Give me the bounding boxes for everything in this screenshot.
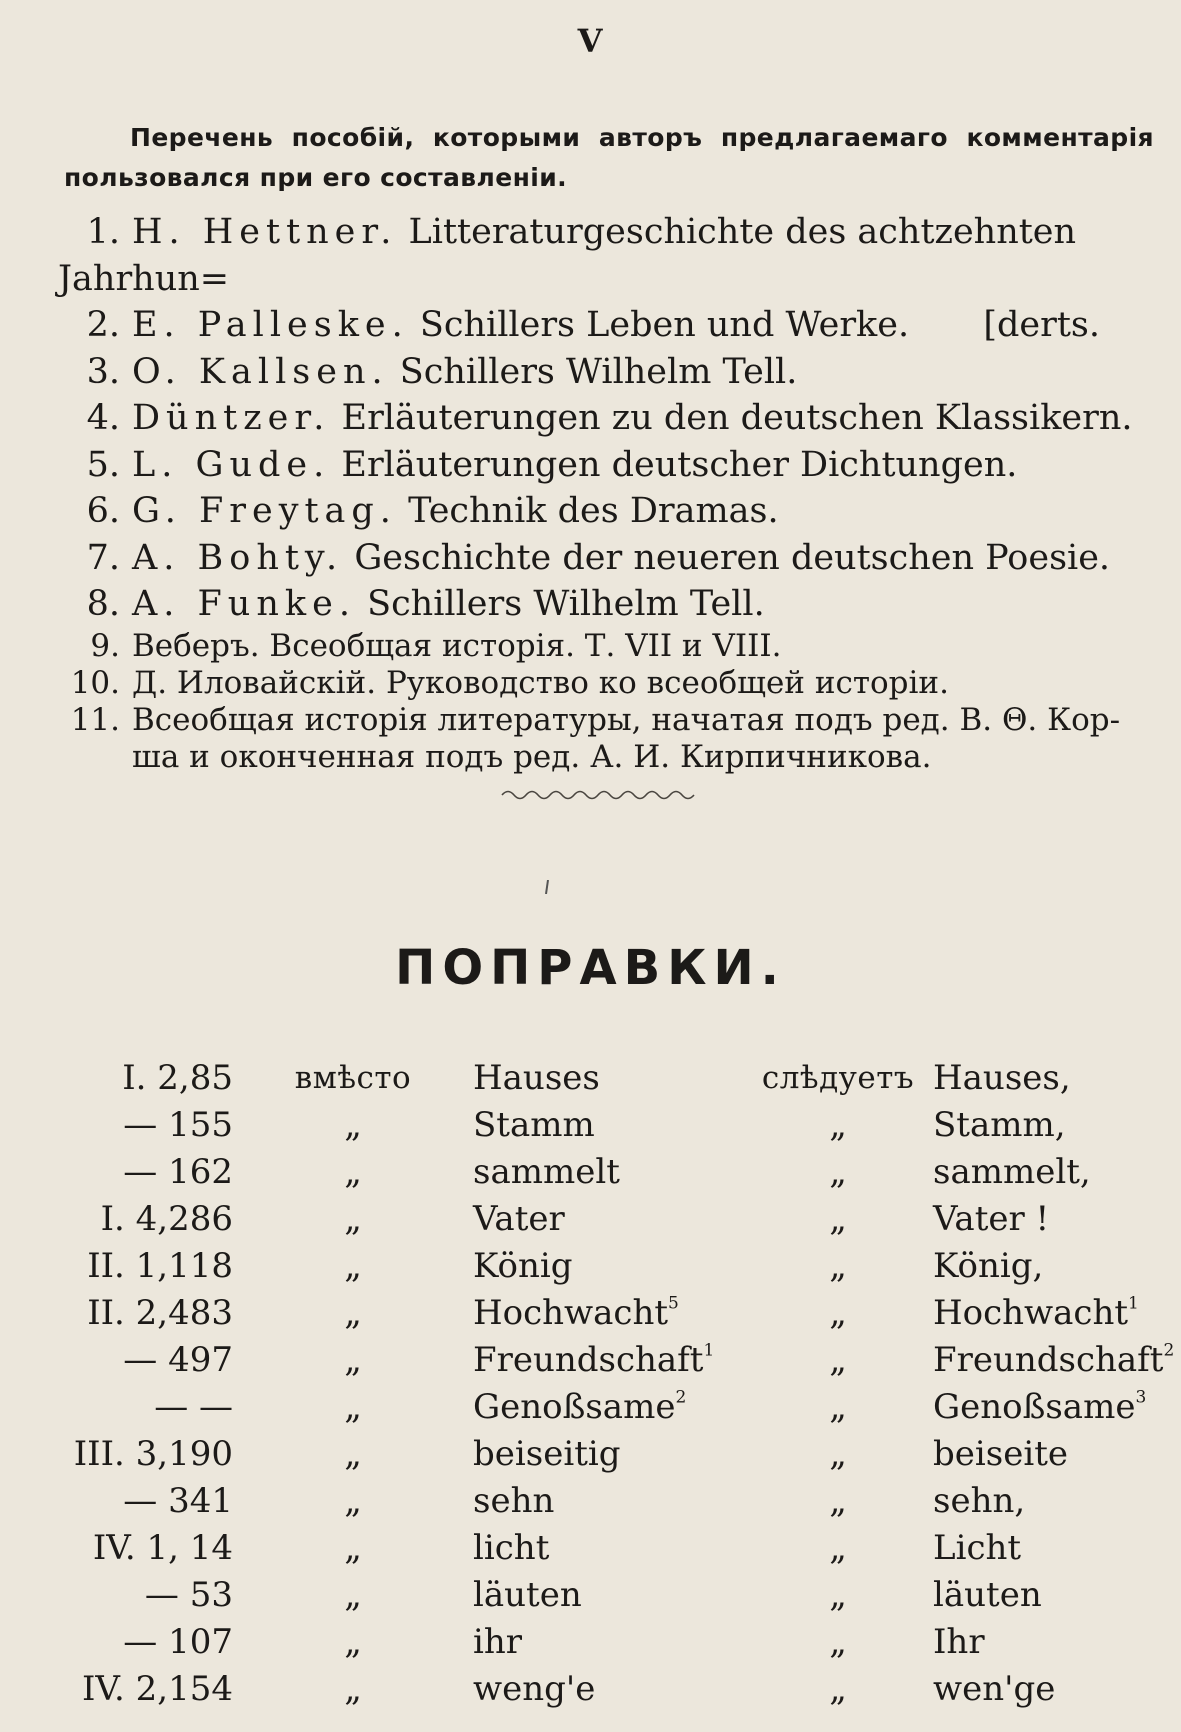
location-cell-text: I. 4,286	[100, 1198, 233, 1239]
ditto-mark	[743, 1430, 933, 1477]
source-number: 7.	[86, 537, 120, 578]
table-row	[55, 1242, 1174, 1289]
wrong-reading-text: sehn	[473, 1480, 555, 1521]
location-cell-text: IV. 2,154	[82, 1668, 233, 1709]
ditto-mark-text: „	[344, 1198, 362, 1239]
source-title: исторія литературы, начатая подъ ред. В. Θ. Кор-	[304, 701, 1121, 738]
correct-reading-text: Ihr	[933, 1621, 985, 1662]
ditto-mark-text: „	[344, 1386, 362, 1427]
source-author: O. Kallsen.	[132, 351, 389, 392]
source-item	[58, 302, 1158, 349]
correct-reading-text: wen'ge	[933, 1668, 1056, 1709]
table-row	[55, 1430, 1174, 1477]
source-number: 5.	[86, 444, 120, 485]
ditto-mark-text: „	[829, 1339, 847, 1380]
ditto-mark	[233, 1101, 473, 1148]
correct-reading	[933, 1571, 1174, 1618]
correct-reading	[933, 1101, 1174, 1148]
ditto-mark	[233, 1195, 473, 1242]
ditto-mark	[743, 1524, 933, 1571]
location-cell-text: II. 1,118	[87, 1245, 233, 1286]
source-title: Schillers Wilhelm Tell.	[367, 584, 765, 624]
wrong-reading	[473, 1383, 743, 1430]
source-item	[58, 581, 1158, 628]
ditto-mark	[743, 1383, 933, 1430]
source-item	[58, 349, 1158, 396]
wrong-reading	[473, 1336, 743, 1383]
wrong-reading: Hauses	[473, 1057, 600, 1098]
source-author: Д. Иловайскій.	[132, 664, 377, 701]
source-title: Technik des Dramas.	[408, 491, 779, 531]
wrong-reading	[473, 1477, 743, 1524]
ditto-mark-text: „	[829, 1292, 847, 1333]
correct-reading-text: Hochwacht	[933, 1292, 1129, 1333]
location-cell-text: — 162	[123, 1151, 233, 1192]
location-cell	[55, 1195, 233, 1242]
correct-reading-text: beiseite	[933, 1433, 1068, 1474]
table-row	[55, 1665, 1174, 1712]
table-row	[55, 1148, 1174, 1195]
location-cell-text: — 155	[123, 1104, 233, 1145]
ditto-mark	[233, 1618, 473, 1665]
ditto-mark	[233, 1336, 473, 1383]
source-number: 3.	[86, 351, 120, 392]
ditto-mark-text: „	[829, 1104, 847, 1145]
source-continuation: ша и оконченная подъ ред. А. И. Кирпичникова.	[132, 738, 932, 775]
wrong-reading-text: Hochwacht	[473, 1292, 669, 1333]
location-cell	[55, 1430, 233, 1477]
source-title: Всеобщая исторія. Т. VII и VIII.	[269, 627, 782, 664]
ditto-mark-text: „	[829, 1480, 847, 1521]
location-cell-text: II. 2,483	[87, 1292, 233, 1333]
wrong-reading-text: weng'e	[473, 1668, 596, 1709]
ditto-mark	[743, 1195, 933, 1242]
ink-mark	[545, 880, 549, 894]
correct-reading	[933, 1477, 1174, 1524]
location-cell-text: — 107	[123, 1621, 233, 1662]
wrong-reading-text: König	[473, 1245, 573, 1286]
location-cell	[55, 1383, 233, 1430]
instead-label: вмѣсто	[294, 1059, 412, 1096]
correct-reading-text: König,	[933, 1245, 1044, 1286]
location-cell	[55, 1524, 233, 1571]
table-row	[55, 1195, 1174, 1242]
location-cell-text: — 497	[123, 1339, 233, 1380]
source-author: H. Hettner.	[132, 212, 398, 252]
source-number: 1.	[86, 212, 120, 252]
source-number: 10.	[70, 664, 120, 701]
ditto-mark-text: „	[829, 1668, 847, 1709]
correct-reading	[933, 1289, 1174, 1336]
ditto-mark	[743, 1571, 933, 1618]
ditto-mark	[743, 1336, 933, 1383]
correct-reading	[933, 1148, 1174, 1195]
wrong-reading-text: läuten	[473, 1574, 582, 1615]
ditto-mark-text: „	[344, 1433, 362, 1474]
location-cell	[55, 1148, 233, 1195]
ditto-mark	[743, 1618, 933, 1665]
source-number: 11.	[70, 701, 120, 738]
ditto-mark	[233, 1242, 473, 1289]
correct-reading	[933, 1383, 1174, 1430]
ditto-mark-text: „	[344, 1574, 362, 1615]
ditto-mark-text: „	[829, 1433, 847, 1474]
source-number: 6.	[86, 491, 120, 531]
ditto-mark	[233, 1148, 473, 1195]
correct-reading-text: sehn,	[933, 1480, 1026, 1521]
source-number: 4.	[86, 398, 120, 438]
source-item	[58, 628, 1158, 665]
correct-reading	[933, 1618, 1174, 1665]
location-cell	[55, 1665, 233, 1712]
source-author: Düntzer.	[132, 398, 331, 438]
source-author: G. Freytag.	[132, 491, 397, 531]
table-row	[55, 1383, 1174, 1430]
wrong-reading	[473, 1148, 743, 1195]
wrong-reading	[473, 1101, 743, 1148]
wrong-reading	[473, 1430, 743, 1477]
table-row	[55, 1477, 1174, 1524]
table-row	[55, 1054, 1174, 1101]
source-item	[58, 442, 1158, 489]
correct-reading	[933, 1524, 1174, 1571]
location-cell	[55, 1242, 233, 1289]
wrong-reading	[473, 1524, 743, 1571]
wrong-reading-text: ihr	[473, 1621, 523, 1662]
ditto-mark-text: „	[829, 1621, 847, 1662]
footnote-marker: 1	[703, 1340, 715, 1361]
correct-reading-text: sammelt,	[933, 1151, 1091, 1192]
wrong-reading	[473, 1195, 743, 1242]
source-title: Geschichte der neueren deutschen Poesie.	[354, 537, 1111, 578]
ditto-mark	[233, 1477, 473, 1524]
table-row	[55, 1101, 1174, 1148]
wrong-reading	[473, 1571, 743, 1618]
table-row	[55, 1289, 1174, 1336]
table-row	[55, 1336, 1174, 1383]
should-label: слѣдуетъ	[761, 1059, 915, 1096]
footnote-marker: 2	[1163, 1340, 1175, 1361]
location-cell-text: — 341	[123, 1480, 233, 1521]
sources-heading: Перечень пособій, которыми авторъ предлагаемаго комментарія пользовался при его составленіи.	[64, 123, 1154, 192]
ditto-mark	[233, 1571, 473, 1618]
correct-reading-text: läuten	[933, 1574, 1042, 1615]
wrong-reading	[473, 1618, 743, 1665]
ditto-mark-text: „	[344, 1668, 362, 1709]
footnote-marker: 3	[1135, 1387, 1147, 1408]
sources-list	[58, 209, 1158, 776]
location-cell	[55, 1477, 233, 1524]
wrong-reading-text: Stamm	[473, 1104, 595, 1145]
correct-reading	[933, 1430, 1174, 1477]
ditto-mark	[233, 1665, 473, 1712]
divider-ornament	[500, 786, 710, 802]
wrong-reading-text: Freundschaft	[473, 1339, 704, 1380]
source-item	[58, 535, 1158, 582]
source-number: 9.	[90, 627, 120, 664]
ditto-mark-text: „	[829, 1245, 847, 1286]
wrong-reading-text: Vater	[473, 1198, 565, 1239]
source-author: L. Gude.	[132, 444, 331, 485]
ditto-mark	[743, 1477, 933, 1524]
correct-reading	[933, 1336, 1174, 1383]
location-cell-text: — 53	[144, 1574, 233, 1615]
location-cell	[55, 1618, 233, 1665]
ditto-mark	[743, 1289, 933, 1336]
ditto-mark-text: „	[344, 1151, 362, 1192]
source-title: Erläuterungen zu den deutschen Klassikern.	[341, 398, 1133, 438]
corrections-title: ПОПРАВКИ.	[395, 940, 786, 996]
source-title: Schillers Leben und Werke.	[419, 305, 910, 345]
table-row	[55, 1524, 1174, 1571]
source-number: 8.	[86, 584, 120, 624]
wrong-reading	[473, 1665, 743, 1712]
source-author: E. Palleske.	[132, 305, 409, 345]
footnote-marker: 1	[1128, 1293, 1139, 1314]
page-number: V	[577, 22, 604, 60]
correct-reading: Hauses,	[933, 1057, 1071, 1098]
ditto-mark	[743, 1665, 933, 1712]
ditto-mark	[233, 1524, 473, 1571]
wrong-reading	[473, 1242, 743, 1289]
source-author: Всеобщая	[132, 701, 295, 738]
ditto-mark-text: „	[829, 1151, 847, 1192]
wrong-reading-text: beiseitig	[473, 1433, 621, 1474]
source-author: Веберъ.	[132, 627, 260, 664]
location-cell-text: — —	[154, 1386, 233, 1427]
source-item	[58, 702, 1158, 776]
ditto-mark-text: „	[344, 1480, 362, 1521]
correct-reading-text: Licht	[933, 1527, 1022, 1568]
ditto-mark-text: „	[829, 1574, 847, 1615]
table-row	[55, 1618, 1174, 1665]
ditto-mark-text: „	[829, 1198, 847, 1239]
correct-reading	[933, 1195, 1174, 1242]
source-title: Schillers Wilhelm Tell.	[399, 351, 798, 392]
ditto-mark-text: „	[344, 1292, 362, 1333]
ditto-mark	[233, 1430, 473, 1477]
wrong-reading-text: Genoßsame	[473, 1386, 676, 1427]
ditto-mark	[743, 1148, 933, 1195]
correct-reading-text: Vater !	[933, 1198, 1050, 1239]
ditto-mark-text: „	[344, 1527, 362, 1568]
ditto-mark-text: „	[344, 1245, 362, 1286]
source-author: A. Bohty.	[132, 537, 344, 578]
location-cell	[55, 1289, 233, 1336]
ditto-mark-text: „	[829, 1527, 847, 1568]
source-number: 2.	[86, 305, 120, 345]
ditto-mark	[233, 1383, 473, 1430]
correct-reading-text: Genoßsame	[933, 1386, 1136, 1427]
location-cell	[55, 1336, 233, 1383]
source-item	[58, 209, 1158, 302]
location-cell: I. 2,85	[122, 1057, 233, 1098]
source-author: A. Funke.	[132, 584, 356, 624]
source-item	[58, 665, 1158, 702]
location-cell-text: IV. 1, 14	[92, 1527, 233, 1568]
corrections-table	[55, 1054, 1174, 1712]
footnote-marker: 5	[668, 1293, 679, 1314]
table-row	[55, 1571, 1174, 1618]
correct-reading	[933, 1242, 1174, 1289]
wrong-reading	[473, 1289, 743, 1336]
ditto-mark	[743, 1101, 933, 1148]
ditto-mark-text: „	[829, 1386, 847, 1427]
location-cell	[55, 1571, 233, 1618]
correct-reading-text: Freundschaft	[933, 1339, 1164, 1380]
source-tail: [derts.	[983, 305, 1100, 345]
location-cell-text: III. 3,190	[73, 1433, 233, 1474]
source-item	[58, 488, 1158, 535]
correct-reading-text: Stamm,	[933, 1104, 1066, 1145]
wrong-reading-text: sammelt	[473, 1151, 620, 1192]
source-title: Litteraturgeschichte des achtzehnten Jahrhun=	[58, 212, 1077, 299]
ditto-mark	[233, 1289, 473, 1336]
correct-reading	[933, 1665, 1174, 1712]
location-cell	[55, 1101, 233, 1148]
ditto-mark-text: „	[344, 1339, 362, 1380]
source-title: Руководство ко всеобщей исторіи.	[385, 664, 949, 701]
ditto-mark-text: „	[344, 1104, 362, 1145]
source-item	[58, 395, 1158, 442]
source-title: Erläuterungen deutscher Dichtungen.	[341, 444, 1018, 485]
footnote-marker: 2	[675, 1387, 687, 1408]
wrong-reading-text: licht	[473, 1527, 550, 1568]
ditto-mark	[743, 1242, 933, 1289]
ditto-mark-text: „	[344, 1621, 362, 1662]
